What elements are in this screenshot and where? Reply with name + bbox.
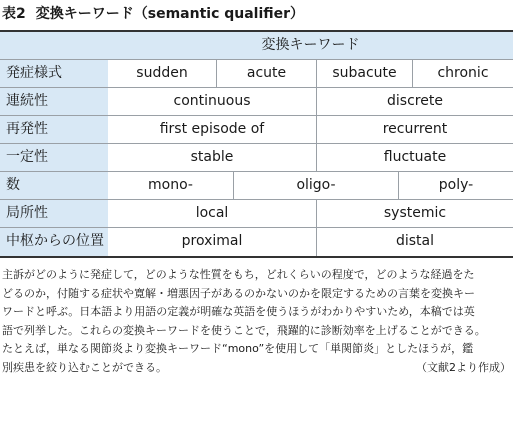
table-cell: proximal <box>181 233 243 249</box>
table-row <box>0 60 513 88</box>
footnote-line: 別疾患を絞り込むことができる。 <box>2 360 167 374</box>
table-cell: sudden <box>136 65 188 81</box>
table-cell: distal <box>316 228 513 256</box>
table-caption <box>2 3 304 23</box>
table-cell: stable <box>190 149 234 165</box>
footnote-line: どるのか，付随する症状や寛解・増悪因子があるのかないのかを限定するための言葉を変換キー <box>2 286 475 300</box>
table-cell: fluctuate <box>316 144 513 171</box>
row-label: 数 <box>0 172 108 199</box>
table-cell: oligo- <box>233 172 398 199</box>
row-label: 発症様式 <box>0 60 108 87</box>
row-label: 一定性 <box>0 144 108 171</box>
source-citation: （文献2より作成） <box>416 360 511 374</box>
table-cell: recurrent <box>316 116 513 143</box>
footnote-line: ワードと呼ぶ。日本語より用語の定義が明確な英語を使うほうがわかりやすいため，本稿では英 <box>2 305 475 318</box>
table-cell: discrete <box>316 88 513 115</box>
table-cell: continuous <box>173 93 251 109</box>
semantic-qualifier-table <box>0 30 513 258</box>
table-row <box>0 88 513 116</box>
table-cell: mono- <box>148 177 193 193</box>
footnote-line: 主訴がどのように発症して，どのような性質をもち，どれくらいの程度で，どのような経過をた <box>2 268 475 281</box>
table-row <box>0 200 513 228</box>
row-label: 中枢からの位置 <box>0 228 108 256</box>
table-cell: acute <box>216 60 316 87</box>
row-label: 局所性 <box>0 200 108 227</box>
table-cell: chronic <box>412 60 513 87</box>
table-footnote <box>2 266 511 377</box>
table-cell: systemic <box>316 200 513 227</box>
table-row <box>0 172 513 200</box>
table-cell: first episode of <box>159 121 265 137</box>
table-number: 表2 <box>2 6 26 22</box>
table-cell: subacute <box>316 60 412 87</box>
row-label: 連続性 <box>0 88 108 115</box>
row-label: 再発性 <box>0 116 108 143</box>
table-cell: local <box>195 205 229 221</box>
footnote-line: たとえば，単なる関節炎より変換キーワード“mono”を使用して「単関節炎」としたほうが，鑑 <box>2 342 474 355</box>
table-row <box>0 144 513 172</box>
table-cell: poly- <box>398 172 513 199</box>
table-row <box>0 116 513 144</box>
footnote-line: 語で列挙した。これらの変換キーワードを使うことで，飛躍的に診断効率を上げることができる。 <box>2 323 486 337</box>
header-corner-cell <box>0 32 108 59</box>
table-row <box>0 228 513 256</box>
table-title: 変換キーワード（semantic qualifier） <box>35 6 305 22</box>
column-header: 変換キーワード <box>108 32 513 59</box>
table-header-row <box>0 32 513 60</box>
